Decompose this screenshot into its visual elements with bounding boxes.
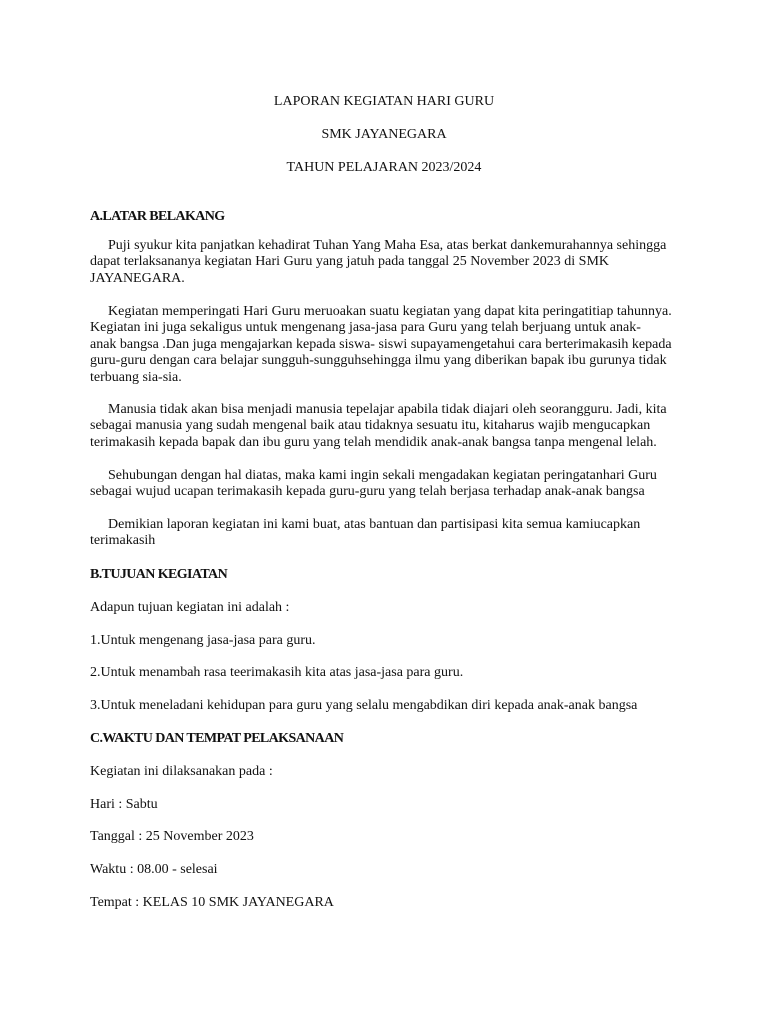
paragraph-line: dapat terlaksananya kegiatan Hari Guru yang jatuh pada tanggal 25 November 2023 di SMK (90, 254, 610, 270)
paragraph-line: Kegiatan ini juga sekaligus untuk mengenang jasa-jasa para Guru yang telah berjuang untuk anak- (90, 320, 641, 336)
paragraph-line: Kegiatan memperingati Hari Guru meruoakan suatu kegiatan yang dapat kita peringatitiap tahunnya. (108, 304, 672, 319)
waktu-intro: Kegiatan ini dilaksanakan pada : (90, 764, 273, 779)
section-heading-waktu-tempat: C.WAKTU DAN TEMPAT PELAKSANAAN (90, 731, 344, 746)
paragraph-line: JAYANEGARA. (90, 270, 185, 286)
section-heading-tujuan: B.TUJUAN KEGIATAN (90, 567, 228, 582)
list-item: 1.Untuk mengenang jasa-jasa para guru. (90, 633, 316, 648)
list-item: 3.Untuk meneladani kehidupan para guru yang selalu mengabdikan diri kepada anak-anak bangsa (90, 698, 638, 713)
paragraph-line: anak bangsa .Dan juga mengajarkan kepada siswa- siswi supayamengetahui cara berterimakasih kepada (90, 336, 672, 352)
detail-hari: Hari : Sabtu (90, 797, 158, 812)
tujuan-intro: Adapun tujuan kegiatan ini adalah : (90, 600, 290, 615)
list-item: 2.Untuk menambah rasa teerimakasih kita atas jasa-jasa para guru. (90, 665, 464, 680)
academic-year: TAHUN PELAJARAN 2023/2024 (286, 160, 482, 175)
detail-tanggal: Tanggal : 25 November 2023 (90, 829, 254, 844)
paragraph (90, 238, 670, 287)
paragraph-line: Demikian laporan kegiatan ini kami buat, atas bantuan dan partisipasi kita semua kamiucapkan (108, 517, 641, 532)
paragraph-line: Puji syukur kita panjatkan kehadirat Tuhan Yang Maha Esa, atas berkat dankemurahannya sehingga (108, 238, 667, 253)
section-heading-latar-belakang: A.LATAR BELAKANG (90, 209, 225, 224)
paragraph-line: Sehubungan dengan hal diatas, maka kami ingin sekali mengadakan kegiatan peringatanhari Guru (108, 468, 657, 483)
paragraph (90, 402, 670, 451)
paragraph-line: sebagai manusia yang sudah mengenal baik atau tidaknya sesuatu itu, kitaharus wajib mengucapkan (90, 418, 651, 434)
paragraph-line: terbuang sia-sia. (90, 369, 182, 385)
detail-tempat: Tempat : KELAS 10 SMK JAYANEGARA (90, 895, 334, 910)
school-name: SMK JAYANEGARA (321, 127, 447, 142)
paragraph-line: guru-guru dengan cara belajar sungguh-sungguhsehingga ilmu yang diberikan bapak ibu gurunya tidak (90, 353, 667, 369)
paragraph-line: terimakasih (90, 533, 156, 549)
paragraph-line: Manusia tidak akan bisa menjadi manusia tepelajar apabila tidak diajari oleh seorangguru. Jadi, kita (108, 402, 667, 417)
paragraph-line: sebagai wujud ucapan terimakasih kepada guru-guru yang telah berjasa terhadap anak-anak bangsa (90, 484, 645, 500)
detail-waktu: Waktu : 08.00 - selesai (90, 862, 218, 877)
paragraph (90, 304, 670, 386)
report-title: LAPORAN KEGIATAN HARI GURU (273, 94, 495, 109)
paragraph (90, 468, 670, 501)
paragraph-line: terimakasih kepada bapak dan ibu guru yang telah mendidik anak-anak bangsa tanpa mengenal lelah. (90, 434, 657, 450)
paragraph (90, 517, 670, 550)
